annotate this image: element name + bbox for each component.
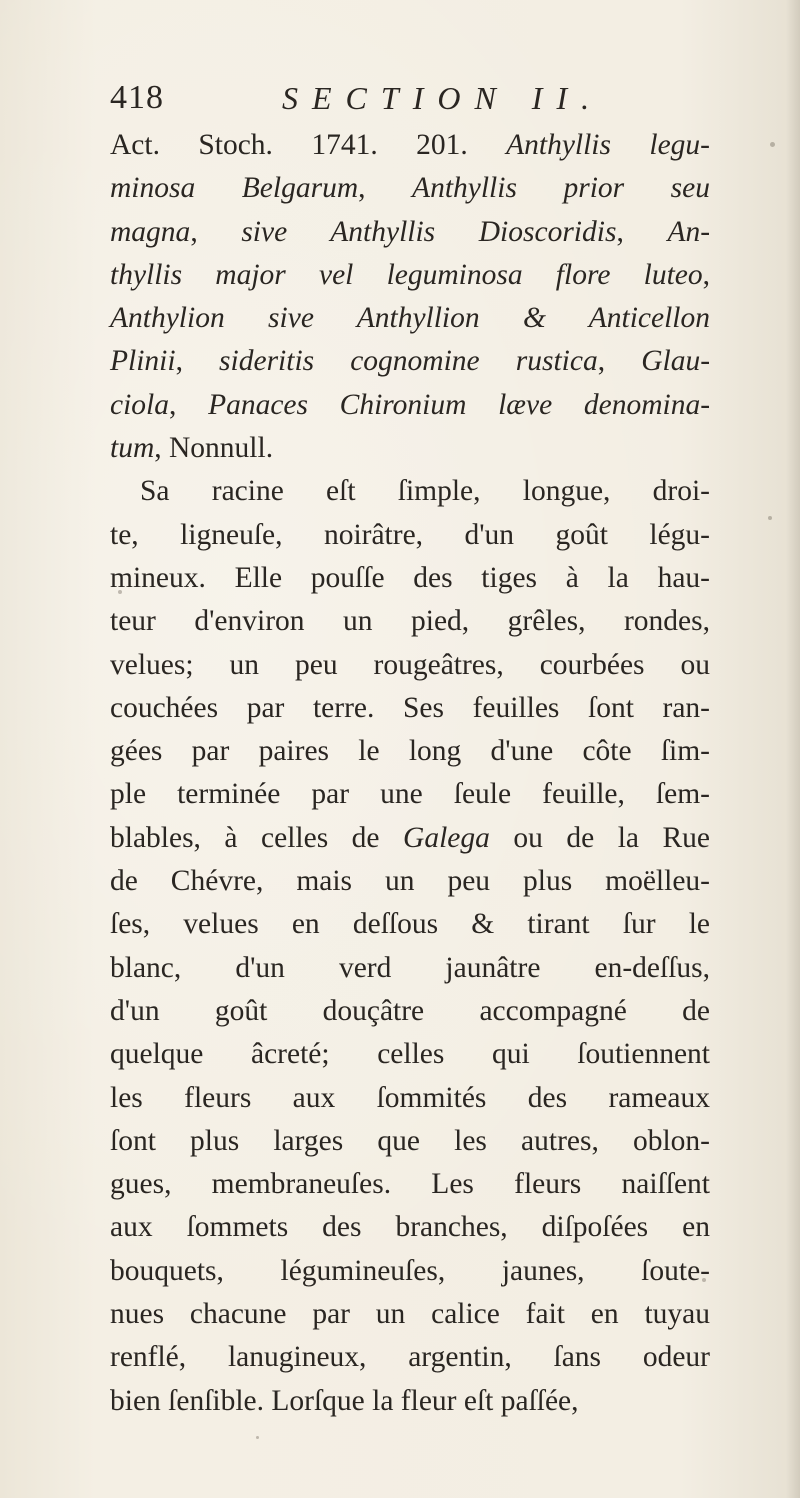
body-text (110, 124, 710, 1423)
text-line (110, 124, 710, 167)
text-line: renflé, lanugineux, argentin, ſans odeur (110, 1341, 710, 1374)
text-line: bien ſenſible. Lorſque la fleur eſt paſſée, (110, 1384, 579, 1417)
italic-run: An- (667, 215, 711, 248)
text-line: les fleurs aux ſommités des rameaux (110, 1081, 710, 1114)
paper-speck (256, 1436, 259, 1439)
text-line (110, 254, 710, 297)
italic-run: Anthyllis prior seu (412, 172, 710, 205)
italic-run: Plinii (110, 345, 176, 378)
text-line: couchées par terre. Ses feuilles ſont ran- (110, 691, 710, 724)
text-run: , Nonnull. (154, 432, 274, 465)
text-run: , (702, 258, 710, 291)
italic-run: ciola (110, 388, 169, 421)
text-line: gées par paires le long d'une côte ſim- (110, 735, 710, 768)
text-line: blanc, d'un verd jaunâtre en-deſſus, (110, 951, 710, 984)
text-line: nues chacune par un calice fait en tuyau (110, 1298, 710, 1331)
italic-run: sideritis cognomine rustica (219, 345, 598, 378)
italic-run: minosa Belgarum (110, 172, 359, 205)
text-run: , (597, 345, 642, 378)
text-line: aux ſommets des branches, diſpoſées en (110, 1211, 710, 1244)
text-line: ple terminée par une ſeule feuille, ſem- (110, 778, 710, 811)
italic-run: Galega (403, 821, 490, 854)
text-line: ſes, velues en deſſous & tirant ſur le (110, 908, 710, 941)
section-title: SECTION II. (282, 80, 604, 116)
text-run: Act. Stoch. 1741. 201. (110, 129, 507, 161)
italic-run: Glau- (641, 345, 711, 378)
text-line: teur d'environ un pied, grêles, rondes, (110, 605, 710, 638)
paper-speck (118, 590, 122, 594)
text-line: ſont plus larges que les autres, oblon- (110, 1124, 710, 1157)
italic-run: thyllis major vel leguminosa flore luteo (110, 258, 703, 291)
italic-run: tum (110, 432, 155, 465)
paper-speck (768, 516, 772, 520)
text-line: bouquets, légumineuſes, jaunes, ſoute- (110, 1254, 710, 1287)
text-line: d'un goût douçâtre accompagné de (110, 994, 710, 1027)
text-line (110, 167, 710, 210)
paper-speck (702, 1278, 706, 1282)
text-run: ou de la Rue (489, 821, 710, 854)
text-run: , (169, 388, 209, 421)
text-line: Sa racine eſt ſimple, longue, droi- (140, 475, 710, 508)
paper-speck (770, 142, 775, 147)
text-line: te, ligneuſe, noirâtre, d'un goût légu- (110, 518, 710, 551)
text-line (110, 211, 710, 254)
text-line (110, 427, 710, 470)
text-line (110, 817, 710, 860)
text-run: , (175, 345, 220, 378)
text-run: blables, à celles de (110, 821, 404, 854)
text-line: velues; un peu rougeâtres, courbées ou (110, 648, 710, 681)
paragraph-description (110, 470, 710, 1423)
text-run: , (616, 215, 668, 248)
text-line: de Chévre, mais un peu plus moëlleu- (110, 865, 710, 898)
italic-run: Anthyllis legu- (506, 129, 710, 161)
text-line (110, 297, 710, 340)
page-number: 418 (110, 79, 164, 116)
italic-run: Panaces Chironium læve denomina- (208, 388, 711, 421)
running-head (110, 78, 710, 118)
italic-run: magna (110, 215, 191, 248)
italic-run: Anthylion sive Anthyllion & Anticellon (110, 302, 710, 335)
paragraph-latin-synonyms (110, 124, 710, 470)
italic-run: sive Anthyllis Dioscoridis (241, 215, 617, 248)
text-line (110, 340, 710, 383)
text-line: gues, membraneuſes. Les fleurs naiſſent (110, 1168, 710, 1201)
text-line: mineux. Elle pouſſe des tiges à la hau- (110, 561, 710, 594)
page-edge-shadow (786, 0, 800, 1498)
text-run: , (190, 215, 242, 248)
text-line (110, 384, 710, 427)
text-line: quelque âcreté; celles qui ſoutiennent (110, 1038, 710, 1071)
text-run: , (358, 172, 413, 205)
